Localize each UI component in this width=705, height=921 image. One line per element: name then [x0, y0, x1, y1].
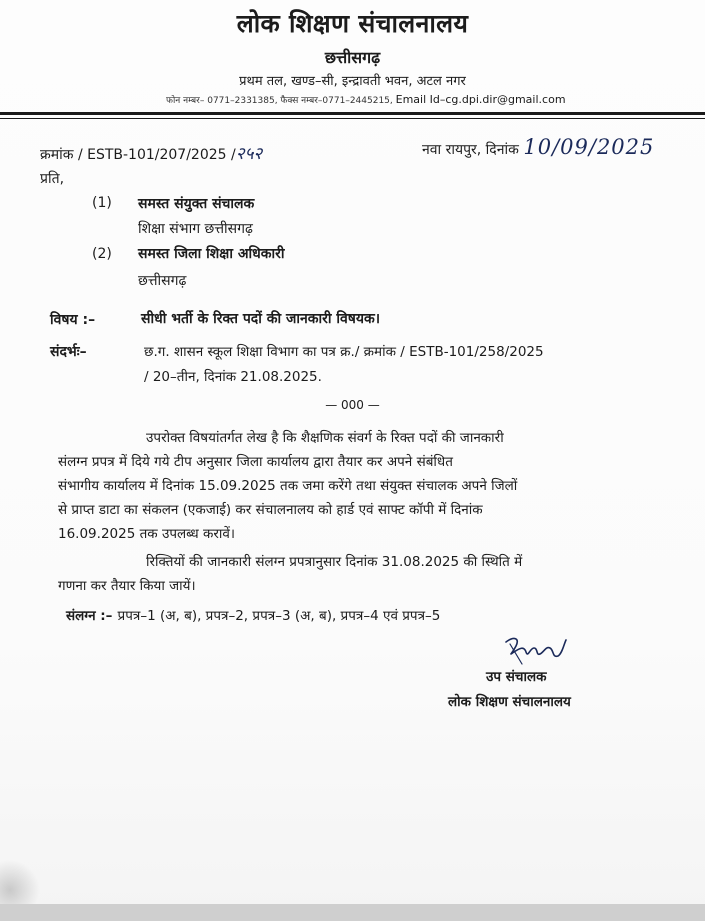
place-date-label: नवा रायपुर, दिनांक [422, 142, 519, 158]
reference-line-2: / 20–तीन, दिनांक 21.08.2025. [144, 369, 322, 385]
email-address: Email Id–cg.dpi.dir@gmail.com [395, 93, 566, 106]
contact-line [166, 93, 566, 106]
bottom-edge [0, 904, 705, 921]
address-line: प्रथम तल, खण्ड–सी, इन्द्रावती भवन, अटल नगर [239, 74, 466, 89]
signatory-title: उप संचालक [486, 669, 547, 685]
body-line: उपरोक्त विषयांतर्गत लेख है कि शैक्षणिक संवर्ग के रिक्त पदों की जानकारी [146, 430, 504, 446]
state-name: छत्तीसगढ़ [324, 48, 381, 67]
body-line: से प्राप्त डाटा का संकलन (एकजाई) कर संचालनालय को हार्ड एवं साफ्ट कॉपी में दिनांक [58, 502, 483, 518]
reference-prefix: क्रमांक / ESTB-101/207/2025 / [40, 147, 236, 163]
to-label: प्रति, [40, 171, 65, 187]
addressee-number: (1) [92, 195, 112, 211]
signatory-office: लोक शिक्षण संचालनालय [448, 694, 571, 710]
reference-number [40, 141, 262, 164]
header-rule-thick [0, 112, 705, 115]
header-rule-thin [0, 118, 705, 119]
body-line: गणना कर तैयार किया जायें। [58, 578, 196, 594]
reference-label: संदर्भः– [50, 344, 87, 360]
reference-handwritten: २५२ [235, 144, 263, 164]
body-line: संभागीय कार्यालय में दिनांक 15.09.2025 तक जमा करेंगे तथा संयुक्त संचालक अपने जिलों [58, 478, 518, 494]
place-date [422, 135, 654, 159]
section-separator: — 000 — [325, 398, 380, 412]
addressee-name: समस्त संयुक्त संचालक [138, 196, 255, 212]
date-handwritten: 10/09/2025 [523, 135, 655, 159]
phone-fax: फोन नम्बर– 0771–2331385, फैक्स नम्बर–0771–2445215, [166, 96, 393, 106]
enclosure-text: प्रपत्र–1 (अ, ब), प्रपत्र–2, प्रपत्र–3 (अ, ब), प्रपत्र–4 एवं प्रपत्र–5 [117, 608, 441, 624]
addressee-sub: छत्तीसगढ़ [138, 273, 187, 289]
org-title: लोक शिक्षण संचालनालय [236, 9, 469, 38]
subject-text: सीधी भर्ती के रिक्त पदों की जानकारी विषयक। [141, 311, 381, 327]
body-line: रिक्तियों की जानकारी संलग्न प्रपत्रानुसार दिनांक 31.08.2025 की स्थिति में [146, 554, 523, 570]
enclosure [66, 605, 440, 624]
addressee-sub: शिक्षा संभाग छत्तीसगढ़ [138, 221, 253, 237]
addressee-name: समस्त जिला शिक्षा अधिकारी [138, 246, 285, 262]
addressee-number: (2) [92, 246, 112, 262]
body-line: संलग्न प्रपत्र में दिये गये टीप अनुसार जिला कार्यालय द्वारा तैयार कर अपने संबंधित [58, 454, 453, 470]
reference-line-1: छ.ग. शासन स्कूल शिक्षा विभाग का पत्र क्र./ क्रमांक / ESTB-101/258/2025 [144, 344, 544, 360]
body-line: 16.09.2025 तक उपलब्ध करावें। [58, 526, 236, 542]
subject-label: विषय :– [50, 312, 96, 328]
enclosure-label: संलग्न :– [66, 608, 113, 624]
